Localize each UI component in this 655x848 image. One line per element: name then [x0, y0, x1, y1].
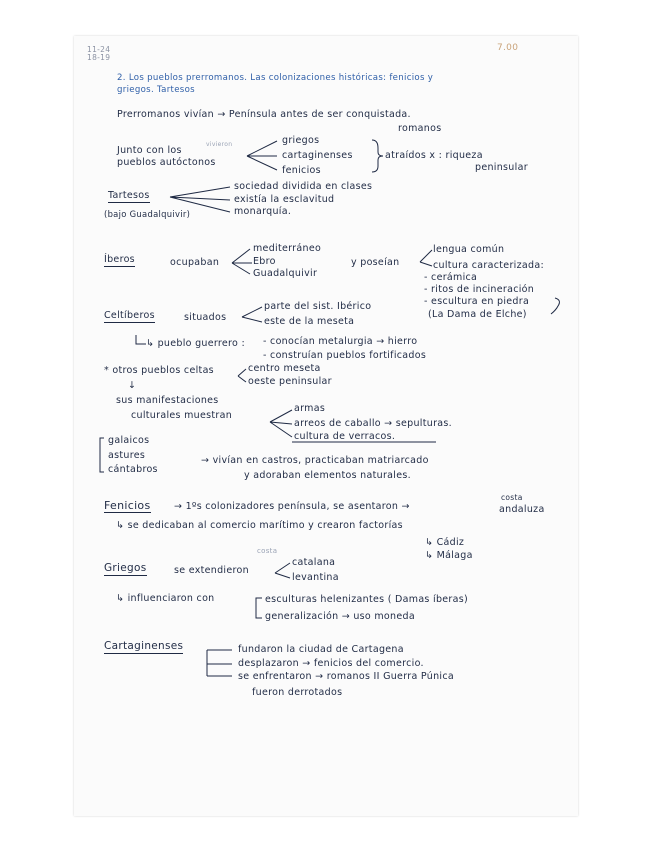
cartaginenses-cartagena: fundaron la ciudad de Cartagena — [238, 644, 404, 655]
celtas-armas: armas — [294, 403, 326, 414]
title-line1: 2. Los pueblos prerromanos. Las colonizaciones históricas: fenicios y — [117, 73, 434, 83]
tartesos-sociedad: sociedad dividida en clases — [234, 181, 373, 192]
griegos-title: Griegos — [104, 562, 147, 574]
griegos-levantina: levantina — [292, 572, 339, 583]
celtas-line: * otros pueblos celtas — [104, 365, 214, 376]
celtiberos-sistema: parte del sist. Ibérico — [264, 301, 372, 312]
norte-line1: → vivían en castros, practicaban matriarcado — [201, 455, 429, 466]
tartesos-title: Tartesos — [108, 190, 150, 201]
iberos-lengua: lengua común — [433, 244, 505, 255]
cartaginenses-title: Cartaginenses — [104, 640, 184, 652]
bracket-celtas — [238, 369, 246, 382]
norte-astures: astures — [108, 450, 146, 461]
tartesos-location: (bajo Guadalquivir) — [104, 209, 191, 219]
cartaginenses-enfrentaron: se enfrentaron → romanos II Guerra Púnica — [238, 671, 454, 682]
celtas-arrow: ↓ — [128, 380, 137, 391]
atraidos-text: atraídos x : riqueza — [385, 150, 483, 161]
iberos-ritos: - ritos de incineración — [424, 284, 535, 295]
celtas-centro: centro meseta — [248, 363, 321, 374]
iberos-mediterraneo: mediterráneo — [253, 243, 322, 254]
title-line2: griegos. Tartesos — [117, 85, 195, 95]
bracket-culturales — [270, 410, 292, 437]
date-line2: 18-19 — [87, 53, 111, 62]
brace-dama — [551, 298, 559, 314]
romanos-text: romanos — [398, 123, 442, 134]
norte-line2: y adoraban elementos naturales. — [244, 470, 411, 481]
iberos-cultura: cultura caracterizada: — [433, 260, 544, 271]
fenicios-title: Fenicios — [104, 499, 151, 512]
date-line1: 11-24 — [87, 45, 111, 54]
bracket-iberos-places — [232, 249, 252, 274]
pueblo-fenicios: fenicios — [282, 165, 321, 176]
brace-norte — [100, 438, 104, 472]
celtiberos-guerrero: ↳ pueblo guerrero : — [146, 338, 245, 349]
fenicios-comercio: ↳ se dedicaban al comercio marítimo y crearon factorías — [116, 520, 403, 531]
bracket-cartaginenses — [207, 650, 232, 676]
norte-cantabros: cántabros — [108, 464, 158, 475]
celtiberos-metalurgia: - conocían metalurgia → hierro — [263, 336, 418, 347]
peninsular-text: peninsular — [475, 162, 528, 173]
celtiberos-situados: situados — [184, 312, 227, 323]
tartesos-monarquia: monarquía. — [234, 206, 292, 217]
iberos-title: Íberos — [104, 254, 135, 265]
celtas-arreos: arreos de caballo → sepulturas. — [294, 418, 452, 429]
griegos-costa: costa — [257, 547, 278, 555]
bracket-iberos-culture — [420, 250, 432, 266]
autoctonos-text: pueblos autóctonos — [117, 157, 216, 168]
pueblo-cartaginenses: cartaginenses — [282, 150, 353, 161]
fenicios-cadiz: ↳ Cádiz — [425, 537, 465, 548]
celtas-verracos: cultura de verracos. — [294, 431, 396, 442]
griegos-esculturas: esculturas helenizantes ( Damas íberas) — [265, 594, 469, 605]
iberos-ceramica: - cerámica — [424, 272, 478, 283]
celtas-culturales: culturales muestran — [131, 410, 233, 421]
celtiberos-meseta: este de la meseta — [264, 316, 355, 327]
griegos-influencias: ↳ influenciaron con — [116, 593, 215, 604]
hook-guerrero — [136, 335, 146, 344]
brace-pueblos — [372, 140, 383, 172]
iberos-ocupaban: ocupaban — [170, 257, 220, 268]
iberos-guadalquivir: Guadalquivir — [253, 268, 318, 279]
bracket-celtiberos — [242, 307, 262, 322]
iberos-ebro: Ebro — [253, 256, 276, 267]
pueblo-griegos: griegos — [282, 135, 320, 146]
junto-text: Junto con los — [117, 145, 182, 156]
iberos-poseian: y poseían — [351, 257, 400, 268]
iberos-dama: (La Dama de Elche) — [428, 309, 527, 320]
norte-galaicos: galaicos — [108, 435, 150, 446]
bracket-influencias — [256, 598, 262, 618]
celtiberos-fortificados: - construían pueblos fortificados — [263, 350, 427, 361]
fenicios-line: → 1ºs colonizadores península, se asentaron → — [174, 501, 410, 512]
iberos-escultura: - escultura en piedra — [424, 296, 530, 307]
griegos-catalana: catalana — [292, 557, 336, 568]
bracket-pueblos — [247, 141, 277, 170]
griegos-extendieron: se extendieron — [174, 565, 249, 576]
fenicios-malaga: ↳ Málaga — [425, 550, 473, 561]
vivieron-text: vivieron — [206, 141, 233, 148]
griegos-moneda: generalización → uso moneda — [265, 611, 415, 622]
bracket-griegos — [275, 563, 290, 578]
cartaginenses-derrotados: fueron derrotados — [252, 687, 343, 698]
cartaginenses-desplazaron: desplazaron → fenicios del comercio. — [238, 658, 424, 669]
prerromanos-text: Prerromanos vivían → Península antes de ser conquistada. — [117, 109, 411, 120]
tartesos-esclavitud: existía la esclavitud — [234, 194, 335, 205]
celtas-oeste: oeste peninsular — [248, 376, 332, 387]
celtiberos-title: Celtíberos — [104, 310, 155, 321]
fenicios-costa: costa — [501, 493, 523, 502]
celtas-sus: sus manifestaciones — [116, 395, 219, 406]
grade-mark: 7.00 — [497, 43, 519, 53]
fenicios-andaluza: andaluza — [499, 504, 545, 515]
